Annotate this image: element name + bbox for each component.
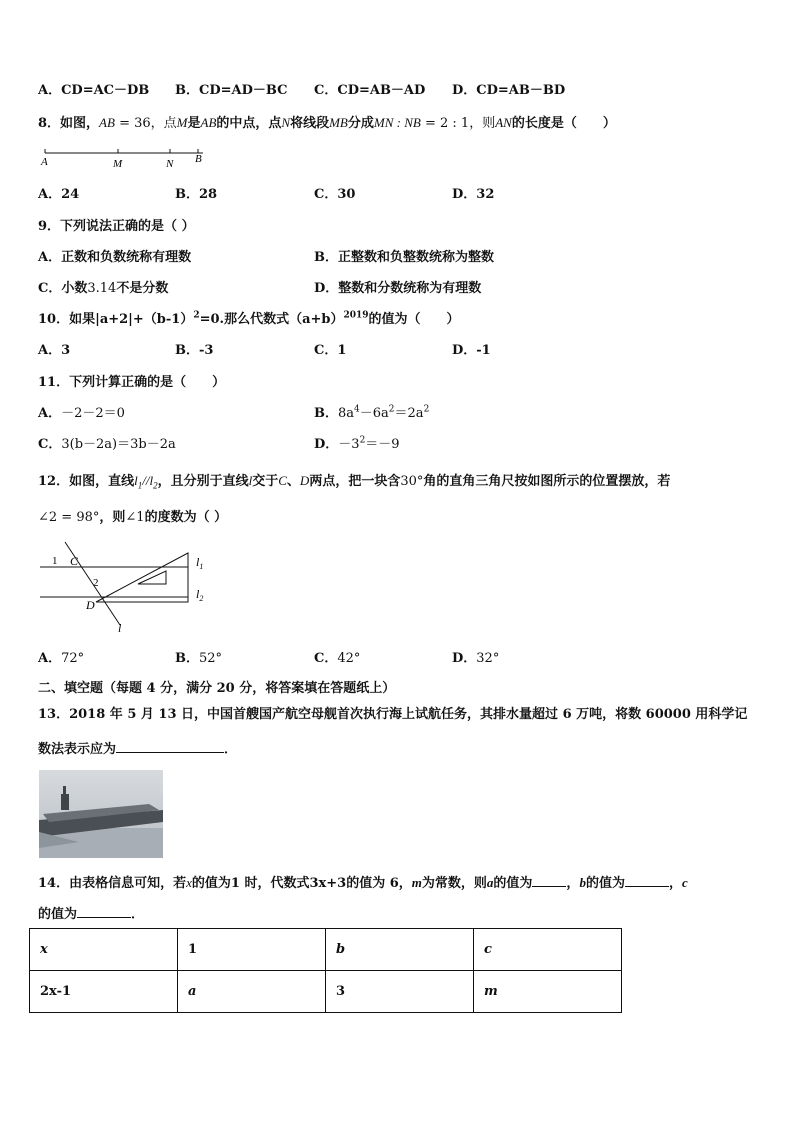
q8-text-5: 分成 bbox=[347, 116, 374, 131]
q12-end: 角的直角三角尺按如图所示的位置摆放，若 bbox=[423, 474, 671, 489]
q12-b-val: 52° bbox=[199, 651, 223, 666]
q8-math-ab: AB bbox=[99, 115, 115, 130]
q8-math-mb: MB bbox=[329, 115, 348, 130]
q14-t8: ， bbox=[668, 876, 682, 891]
q12-l2: l bbox=[149, 473, 154, 488]
q12-post: 两点，把一块含 bbox=[309, 474, 401, 489]
q8-text-2: 是 bbox=[187, 116, 201, 131]
q12-c-label: C． bbox=[314, 651, 338, 666]
q10-mid: =0.那么代数式（a+b） bbox=[199, 312, 344, 327]
q11-b-expr3: ＝2a bbox=[394, 406, 424, 421]
q14-blank-b[interactable] bbox=[625, 874, 669, 887]
q8-math-ratio: MN : NB bbox=[373, 115, 421, 130]
q13-text: 数法表示应为 bbox=[38, 742, 117, 757]
q12-sep: 、 bbox=[286, 474, 300, 489]
q12-angle1: ∠1 bbox=[125, 510, 145, 525]
q14-line2 bbox=[38, 905, 144, 923]
q12-mid: ，且分别于直线 bbox=[157, 474, 249, 489]
q14-expr: 3x+3 bbox=[309, 876, 347, 891]
q14-a: a bbox=[486, 875, 494, 890]
q12-mid2: 交于 bbox=[252, 474, 279, 489]
q8-text-1: = 36，点 bbox=[114, 116, 177, 131]
q11-stem: 11．下列计算正确的是（ ） bbox=[38, 375, 226, 390]
q12-c: C bbox=[278, 473, 287, 488]
q12-b-label: B． bbox=[175, 651, 199, 666]
triangle-ruler-outer bbox=[96, 553, 188, 602]
q11-option-b bbox=[314, 406, 429, 422]
table-row bbox=[30, 971, 622, 1013]
label-c: C bbox=[70, 554, 79, 568]
q14-t6: ， bbox=[566, 876, 580, 891]
q12-d: D bbox=[299, 473, 310, 488]
q8-option-a: A．24 bbox=[38, 187, 80, 202]
label-m: M bbox=[113, 158, 123, 170]
q7-option-b: B．CD=AD－BC bbox=[175, 83, 288, 98]
q12-option-d bbox=[452, 651, 499, 667]
table-cell: b bbox=[326, 929, 474, 971]
q10-stem bbox=[38, 312, 460, 328]
q11-a-expr: －2－2＝0 bbox=[61, 406, 125, 421]
q8-text-7: 的长度是（ ） bbox=[511, 116, 616, 131]
q14-blank-c[interactable] bbox=[77, 905, 131, 918]
q8-option-c: C．30 bbox=[314, 187, 356, 202]
q9-c-post: 不是分数 bbox=[116, 281, 169, 296]
q14-t7: 的值为 bbox=[585, 876, 625, 891]
q12-l1-sub: 1 bbox=[137, 480, 143, 491]
table-cell: m bbox=[474, 971, 622, 1013]
label-a: A bbox=[41, 156, 48, 168]
q12-option-a bbox=[38, 651, 84, 667]
q11-d-sup: 2 bbox=[359, 435, 366, 446]
q12-a-val: 72° bbox=[61, 651, 85, 666]
q7-option-d: D．CD=AB－BD bbox=[452, 83, 566, 98]
q12-stem-line1 bbox=[38, 473, 670, 490]
q10-option-b: B．-3 bbox=[175, 343, 214, 358]
q10-sup-2: 2 bbox=[193, 310, 200, 321]
q11-d-expr1: －3 bbox=[338, 437, 360, 452]
q12-angle2: ∠2 = 98° bbox=[38, 510, 100, 525]
q13-line2 bbox=[38, 740, 237, 758]
q8-number: 8．如图， bbox=[38, 116, 100, 131]
aircraft-carrier-photo bbox=[39, 770, 163, 858]
table-row bbox=[30, 929, 622, 971]
q14-c: c bbox=[681, 875, 688, 890]
q13-end: ． bbox=[224, 742, 238, 757]
q11-option-c bbox=[38, 437, 176, 453]
q10-option-c: C．1 bbox=[314, 343, 347, 358]
q12-stem-line2 bbox=[38, 510, 227, 526]
q8-math-ab2: AB bbox=[200, 115, 217, 130]
q14-m: m bbox=[411, 875, 422, 890]
q11-b-sup1: 4 bbox=[354, 404, 360, 415]
q14-line1 bbox=[38, 874, 688, 892]
q8-text-6: = 2 : 1，则 bbox=[420, 116, 496, 131]
aircraft-carrier-image bbox=[39, 770, 163, 858]
label-d: D bbox=[86, 598, 95, 612]
q9-option-b: B．正整数和负整数统称为整数 bbox=[314, 250, 494, 265]
q11-b-sup2: 2 bbox=[388, 404, 395, 415]
q11-d-label: D． bbox=[314, 437, 339, 452]
q11-option-a bbox=[38, 406, 125, 422]
table-cell: c bbox=[474, 929, 622, 971]
q9-option-c bbox=[38, 281, 168, 297]
q10-pre: 10．如果|a+2|+（b-1） bbox=[38, 312, 194, 327]
q9-c-num: 3.14 bbox=[87, 281, 117, 296]
q14-table bbox=[29, 928, 622, 1013]
q8-math-m: M bbox=[176, 115, 188, 130]
q12-30deg: 30° bbox=[400, 474, 424, 489]
label-l1: $l_1$ bbox=[196, 555, 204, 571]
q14-t3: 的值为 6， bbox=[346, 876, 412, 891]
q11-b-expr2: －6a bbox=[359, 406, 389, 421]
q12-option-c bbox=[314, 651, 360, 667]
q8-text-4: 将线段 bbox=[290, 116, 330, 131]
q8-segment-figure bbox=[38, 145, 218, 171]
q14-x: x bbox=[186, 875, 192, 890]
q9-c-pre: C．小数 bbox=[38, 281, 88, 296]
q11-a-label: A． bbox=[38, 406, 62, 421]
q8-option-b: B．28 bbox=[175, 187, 218, 202]
q11-c-expr: 3(b－2a)＝3b－2a bbox=[61, 437, 176, 452]
q12-pre: 12．如图，直线 bbox=[38, 474, 135, 489]
q12-d-val: 32° bbox=[476, 651, 500, 666]
table-cell: 1 bbox=[178, 929, 326, 971]
label-angle-1: 1 bbox=[52, 555, 58, 567]
q12-a-label: A． bbox=[38, 651, 62, 666]
label-l2: $l_2$ bbox=[196, 587, 204, 603]
q13-line1: 13．2018 年 5 月 13 日，中国首艘国产航空母舰首次执行海上试航任务，其排水量超过 6 万吨，将数 60000 用科学记 bbox=[38, 707, 748, 722]
q14-b: b bbox=[579, 875, 586, 890]
q12-line2-post: 的度数为（ ） bbox=[144, 510, 228, 525]
q12-parallel: // bbox=[142, 473, 150, 488]
q14-blank-a[interactable] bbox=[532, 874, 566, 887]
table-cell: 2x-1 bbox=[30, 971, 178, 1013]
q12-l2-sub: 2 bbox=[153, 480, 158, 491]
q11-c-label: C． bbox=[38, 437, 62, 452]
q12-l: l bbox=[248, 473, 253, 488]
q7-option-a: A．CD=AC－DB bbox=[38, 83, 150, 98]
label-angle-2: 2 bbox=[93, 577, 99, 589]
q11-option-d bbox=[314, 437, 400, 453]
label-l: l bbox=[118, 621, 122, 635]
q12-c-val: 42° bbox=[337, 651, 361, 666]
q12-line2-mid: ，则 bbox=[99, 510, 126, 525]
table-cell: 3 bbox=[326, 971, 474, 1013]
q12-d-label: D． bbox=[452, 651, 477, 666]
q11-b-label: B． bbox=[314, 406, 338, 421]
q8-math-an: AN bbox=[495, 115, 512, 130]
q10-sup-2019: 2019 bbox=[343, 310, 369, 321]
q7-option-c: C．CD=AB－AD bbox=[314, 83, 426, 98]
q8-stem bbox=[38, 115, 616, 132]
q9-option-a: A．正数和负数统称有理数 bbox=[38, 250, 192, 265]
q12-l1: l bbox=[134, 473, 138, 488]
q8-option-d: D．32 bbox=[452, 187, 495, 202]
q14-t1: 14．由表格信息可知，若 bbox=[38, 876, 187, 891]
q9-option-d: D．整数和分数统称为有理数 bbox=[314, 281, 482, 296]
section-heading-fill-in: 二、填空题（每题 4 分，满分 20 分，将答案填在答题纸上） bbox=[38, 681, 396, 696]
label-n: N bbox=[166, 158, 174, 170]
q12-figure bbox=[38, 540, 218, 635]
q13-answer-blank[interactable] bbox=[116, 740, 224, 753]
q12-option-b bbox=[175, 651, 222, 667]
q8-text-3: 的中点，点 bbox=[216, 116, 282, 131]
q9-stem: 9．下列说法正确的是（ ） bbox=[38, 219, 195, 234]
q10-post: 的值为（ ） bbox=[368, 312, 460, 327]
q8-math-n: N bbox=[281, 115, 291, 130]
table-cell: a bbox=[178, 971, 326, 1013]
q11-d-expr2: ＝－9 bbox=[365, 437, 400, 452]
q14-t5: 的值为 bbox=[493, 876, 533, 891]
q14-line2-text: 的值为 bbox=[38, 907, 78, 922]
table-cell: x bbox=[30, 929, 178, 971]
label-b: B bbox=[195, 153, 202, 165]
q10-option-d: D．-1 bbox=[452, 343, 491, 358]
q14-t2: 的值为1 时，代数式 bbox=[191, 876, 310, 891]
q11-b-sup3: 2 bbox=[423, 404, 430, 415]
q14-end: ． bbox=[131, 907, 145, 922]
q10-option-a: A．3 bbox=[38, 343, 71, 358]
q11-b-expr1: 8a bbox=[338, 406, 355, 421]
q14-t4: 为常数，则 bbox=[421, 876, 487, 891]
